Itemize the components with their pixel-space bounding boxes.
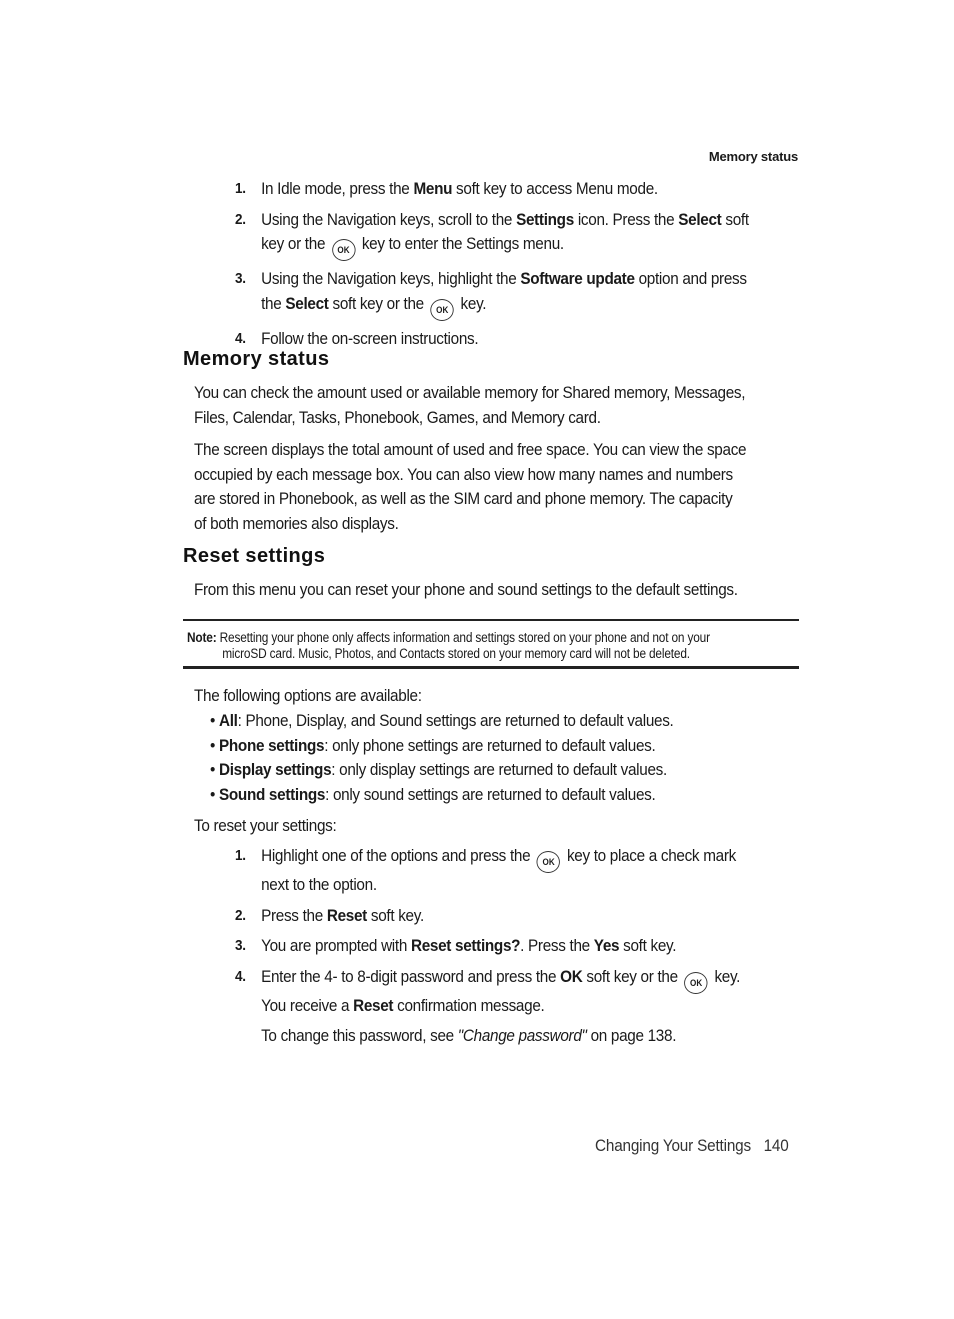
reset-step-1: 1. Highlight one of the options and press the OK key to place a check mark next to the option.: [235, 846, 736, 894]
change-password-link[interactable]: "Change password": [457, 1026, 587, 1045]
list-item: • All: Phone, Display, and Sound settings are returned to default values.: [210, 711, 674, 730]
list-item: • Phone settings: only phone settings are returned to default values.: [210, 735, 656, 755]
step-2: 2. Using the Navigation keys, scroll to the Settings icon. Press the Select soft key or the OK key to enter the Settings menu.: [235, 208, 798, 262]
memory-status-paragraph-1: You can check the amount used or available memory for Shared memory, Messages, Files, Calendar, Tasks, Phonebook, Games, and Memory card.: [194, 383, 746, 427]
options-list: [210, 709, 831, 807]
note-label: Note:: [187, 630, 217, 645]
footer-section: Changing Your Settings: [595, 1136, 751, 1155]
steps-list-reset: [235, 844, 798, 1055]
running-head: Memory status: [708, 149, 798, 164]
step-1: 1. In Idle mode, press the Menu soft key to access Menu mode.: [235, 179, 658, 198]
reset-settings-heading: Reset settings: [183, 545, 326, 567]
steps-list-top: [235, 177, 798, 357]
step-4: 4. Follow the on-screen instructions.: [235, 328, 479, 348]
list-item: • Display settings: only display settings are returned to default values.: [210, 760, 667, 779]
reset-step-4: 4. Enter the 4- to 8-digit password and press the OK soft key or the OK key. You receive a Reset confirmation message.: [235, 966, 741, 1015]
change-password-note: To change this password, see "Change password" on page 138.: [261, 1026, 677, 1045]
reset-step-3: 3. You are prompted with Reset settings?. Press the Yes soft key.: [235, 936, 677, 955]
page-footer: [595, 1136, 789, 1156]
memory-status-heading: Memory status: [183, 348, 330, 370]
ok-key-icon: OK: [537, 851, 560, 873]
ok-key-icon: OK: [431, 299, 454, 321]
reset-step-2: 2. Press the Reset soft key.: [235, 905, 424, 925]
page-number: 140: [763, 1136, 789, 1155]
to-reset-intro: To reset your settings:: [194, 816, 337, 835]
ok-key-icon: OK: [332, 239, 355, 261]
note-box: Note: Resetting your phone only affects information and settings stored on your phone and not on your microSD card. Music, Photos, and Contacts stored on your memory card will not be deleted.: [183, 619, 799, 669]
reset-intro: From this menu you can reset your phone and sound settings to the default settings.: [194, 580, 738, 599]
options-intro: The following options are available:: [194, 686, 422, 705]
ok-key-icon: OK: [684, 972, 707, 994]
step-3: 3. Using the Navigation keys, highlight the Software update option and press the Select soft key or the OK key.: [235, 267, 798, 321]
memory-status-paragraph-2: The screen displays the total amount of used and free space. You can view the space occupied by each message box. You can also view how many names and numbers are stored in Phonebook, as well as the SIM card and phone memory. The capacity of both memories also displays.: [194, 440, 747, 533]
list-item: • Sound settings: only sound settings are returned to default values.: [210, 784, 656, 804]
